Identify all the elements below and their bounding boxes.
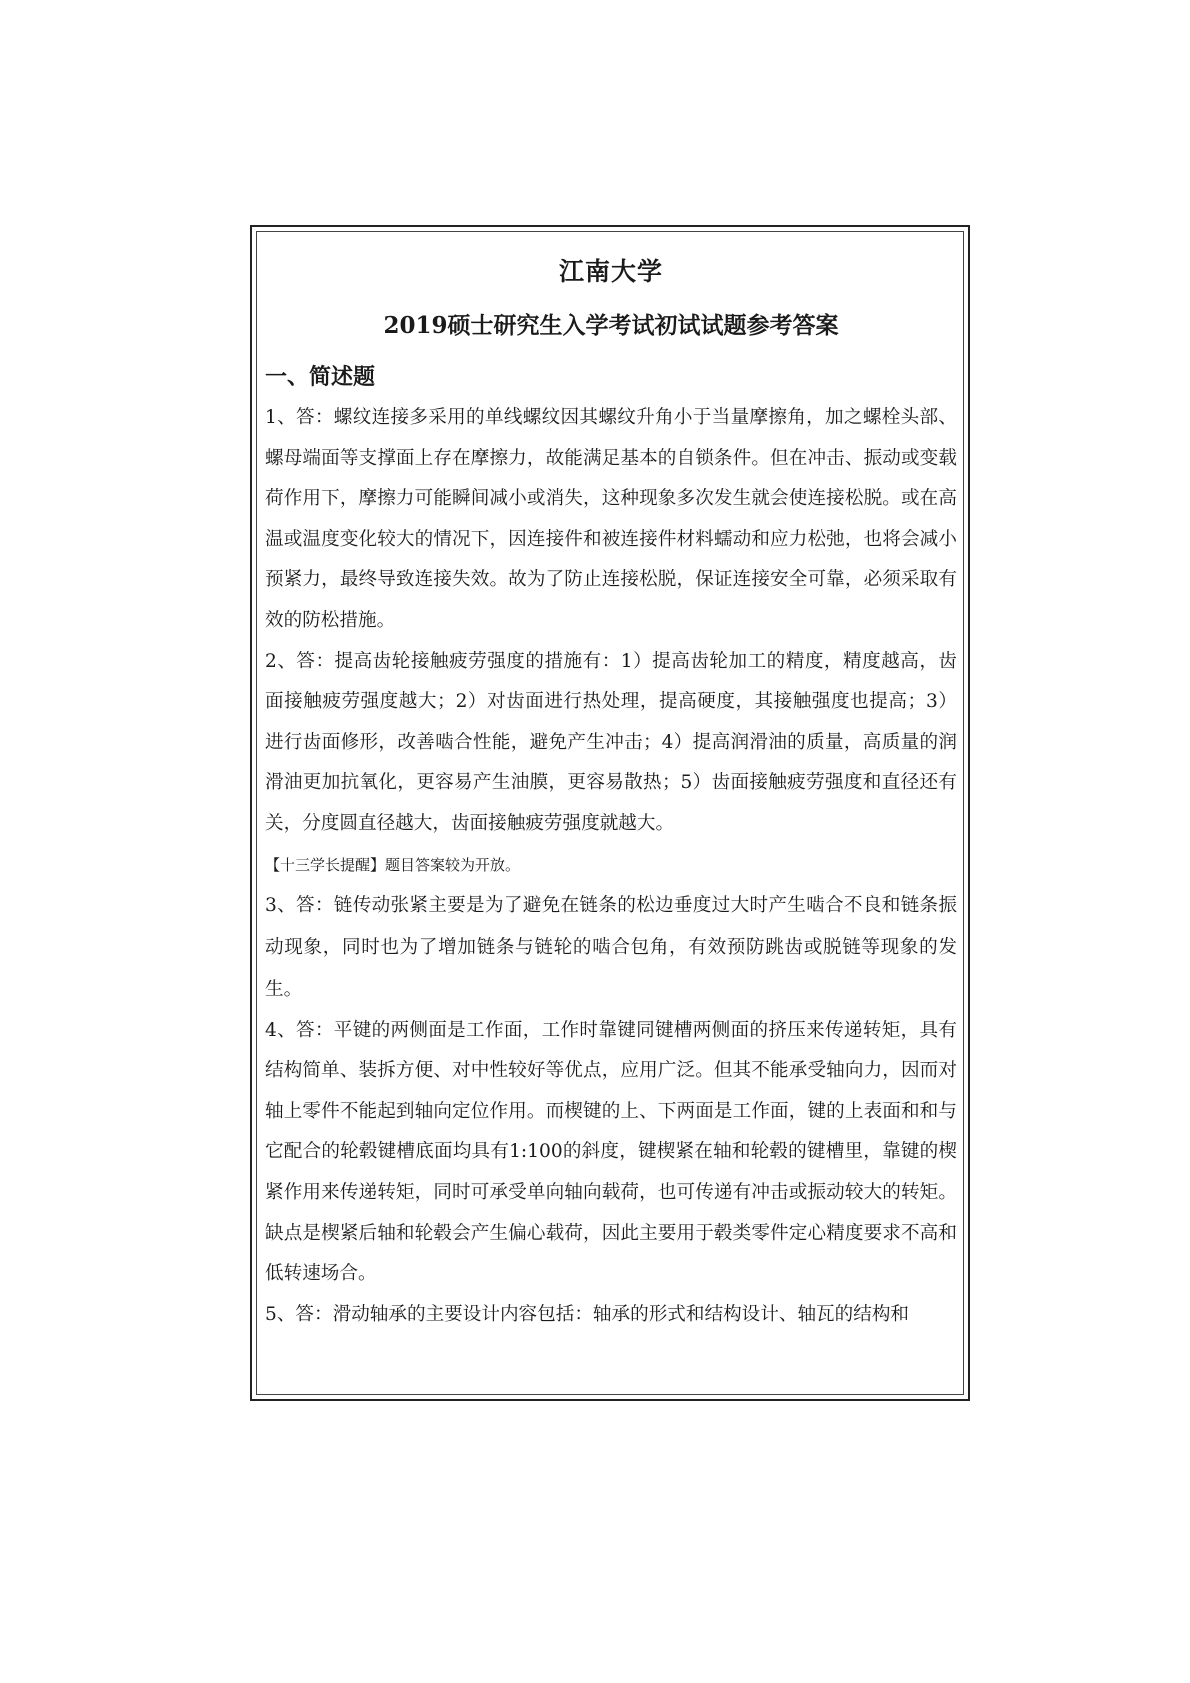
tip-tag: 【十三学长提醒】: [265, 855, 386, 874]
section-title: 一、简述题: [265, 364, 376, 390]
document-content: [265, 232, 957, 1335]
answer-4: 4、答：平键的两侧面是工作面，工作时靠键同键槽两侧面的挤压来传递转矩，具有结构简单、装拆方便、对中性较好等优点，应用广泛。但其不能承受轴向力，因而对轴上零件不能起到轴向定位作用。而楔键的上、下两面是工作面，键的上表面和和与它配合的轮毂键槽底面均具有1:100的斜度，键楔紧在轴和轮毂的键槽里，靠键的楔紧作用来传递转矩，同时可承受单向轴向载荷，也可传递有冲击或振动较大的转矩。缺点是楔紧后轴和轮毂会产生偏心载荷，因此主要用于毂类零件定心精度要求不高和低转速场合。: [265, 1019, 957, 1285]
answer-5: 5、答：滑动轴承的主要设计内容包括：轴承的形式和结构设计、轴瓦的结构和: [265, 1303, 910, 1325]
answer-2: 2、答：提高齿轮接触疲劳强度的措施有：1）提高齿轮加工的精度，精度越高，齿面接触疲劳强度越大；2）对齿面进行热处理，提高硬度，其接触强度也提高；3）进行齿面修形，改善啮合性能，避免产生冲击；4）提高润滑油的质量，高质量的润滑油更加抗氧化，更容易产生油膜，更容易散热；5）齿面接触疲劳强度和直径还有关，分度圆直径越大，齿面接触疲劳强度就越大。: [265, 650, 957, 834]
answer-1: 1、答：螺纹连接多采用的单线螺纹因其螺纹升角小于当量摩擦角，加之螺栓头部、螺母端面等支撑面上存在摩擦力，故能满足基本的自锁条件。但在冲击、振动或变载荷作用下，摩擦力可能瞬间减小或消失，这种现象多次发生就会使连接松脱。或在高温或温度变化较大的情况下，因连接件和被连接件材料蠕动和应力松弛，也将会减小预紧力，最终导致连接失效。故为了防止连接松脱，保证连接安全可靠，必须采取有效的防松措施。: [265, 407, 957, 631]
answer-3: 3、答：链传动张紧主要是为了避免在链条的松边垂度过大时产生啮合不良和链条振动现象，同时也为了增加链条与链轮的啮合包角，有效预防跳齿或脱链等现象的发生。: [265, 894, 957, 1000]
tip-note: [265, 845, 957, 885]
school-name: 江南大学: [558, 257, 663, 286]
page-border-inner: [256, 231, 964, 1395]
page-border-outer: [250, 225, 970, 1401]
exam-title: 2019硕士研究生入学考试初试试题参考答案: [383, 312, 839, 339]
tip-text: 题目答案较为开放。: [385, 855, 521, 874]
